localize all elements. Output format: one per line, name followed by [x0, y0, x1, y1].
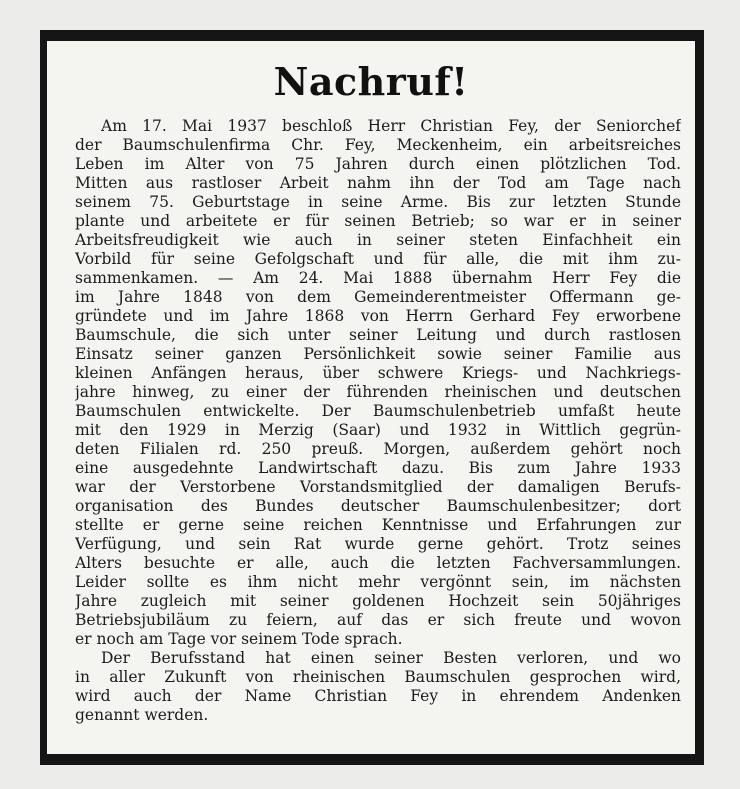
text-line: Leider sollte es ihm nicht mehr vergönnt sein, im nächsten: [75, 573, 681, 591]
text-line: eine ausgedehnte Landwirtschaft dazu. Bis zum Jahre 1933: [75, 459, 681, 477]
text-line: jahre hinweg, zu einer der führenden rheinischen und deutschen: [75, 383, 681, 401]
text-line: Vorbild für seine Gefolgschaft und für alle, die mit ihm zu-: [75, 250, 681, 268]
obituary-title: Nachruf!: [273, 59, 469, 104]
text-line: Arbeitsfreudigkeit wie auch in seiner steten Einfachheit ein: [75, 231, 681, 249]
text-line: plante und arbeitete er für seinen Betrieb; so war er in seiner: [75, 212, 681, 230]
text-line: sammenkamen. — Am 24. Mai 1888 übernahm Herr Fey die: [75, 269, 681, 287]
text-line: Am 17. Mai 1937 beschloß Herr Christian Fey, der Seniorchef: [101, 117, 681, 135]
text-line: Der Berufsstand hat einen seiner Besten verloren, und wo: [101, 649, 681, 667]
text-line: der Baumschulenfirma Chr. Fey, Meckenheim, ein arbeitsreiches: [75, 136, 681, 154]
text-line: Alters besuchte er alle, auch die letzten Fachversammlungen.: [75, 554, 681, 572]
text-line: in aller Zukunft von rheinischen Baumschulen gesprochen wird,: [75, 668, 681, 686]
text-line: genannt werden.: [75, 706, 209, 724]
text-line: Baumschule, die sich unter seiner Leitung und durch rastlosen: [75, 326, 681, 344]
obituary-frame: [40, 30, 704, 765]
text-line: gründete und im Jahre 1868 von Herrn Gerhard Fey erworbene: [75, 307, 681, 325]
text-line: im Jahre 1848 von dem Gemeinderentmeister Offermann ge-: [75, 288, 681, 306]
text-line: Betriebsjubiläum zu feiern, auf das er sich freute und wovon: [75, 611, 681, 629]
text-line: Leben im Alter von 75 Jahren durch einen plötzlichen Tod.: [75, 155, 681, 173]
text-line: Einsatz seiner ganzen Persönlichkeit sowie seiner Familie aus: [75, 345, 681, 363]
paragraph-2: [75, 649, 681, 725]
text-line: kleinen Anfängen heraus, über schwere Kriegs- und Nachkriegs-: [75, 364, 681, 382]
text-line: wird auch der Name Christian Fey in ehrendem Andenken: [75, 687, 681, 705]
text-line: mit den 1929 in Merzig (Saar) und 1932 in Wittlich gegrün-: [75, 421, 681, 439]
text-line: Verfügung, und sein Rat wurde gerne gehört. Trotz seines: [75, 535, 681, 553]
text-line: Jahre zugleich mit seiner goldenen Hochzeit sein 50jähriges: [75, 592, 681, 610]
text-line: organisation des Bundes deutscher Baumschulenbesitzer; dort: [75, 497, 681, 515]
text-line: Baumschulen entwickelte. Der Baumschulenbetrieb umfaßt heute: [75, 402, 681, 420]
paragraph-1: [75, 117, 681, 649]
text-line: stellte er gerne seine reichen Kenntnisse und Erfahrungen zur: [75, 516, 681, 534]
obituary-body: [75, 117, 681, 725]
text-line: deten Filialen rd. 250 preuß. Morgen, außerdem gehört noch: [75, 440, 681, 458]
text-line: er noch am Tage vor seinem Tode sprach.: [75, 630, 403, 648]
text-line: Mitten aus rastloser Arbeit nahm ihn der Tod am Tage nach: [75, 174, 681, 192]
text-line: war der Verstorbene Vorstandsmitglied der damaligen Berufs-: [75, 478, 681, 496]
text-line: seinem 75. Geburtstage in seine Arme. Bis zur letzten Stunde: [75, 193, 681, 211]
